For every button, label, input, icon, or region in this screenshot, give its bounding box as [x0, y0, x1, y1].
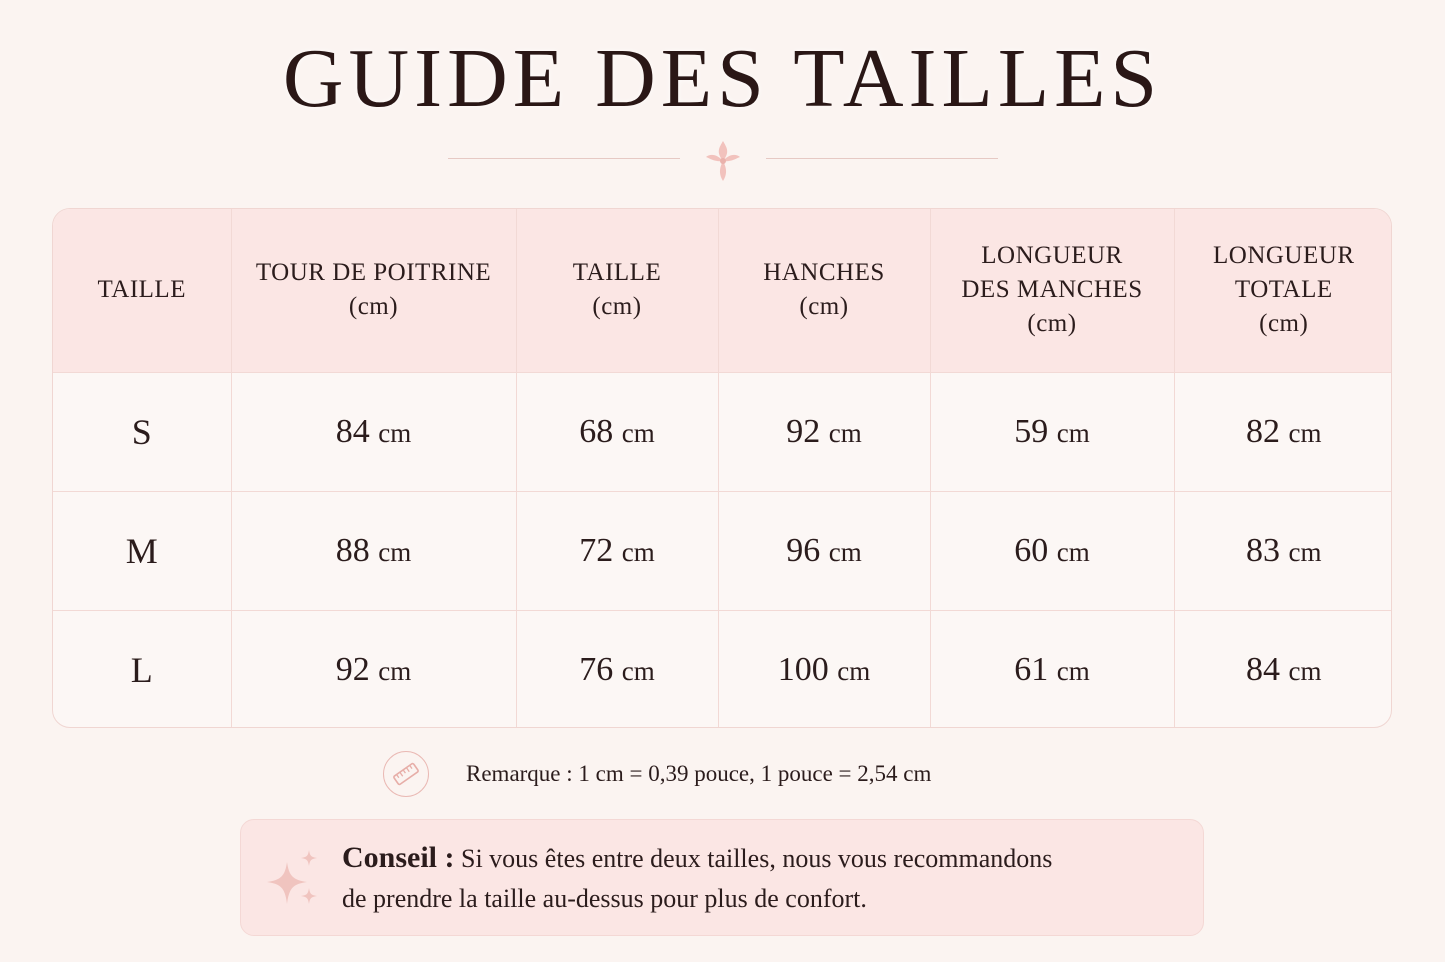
column-header-unit: (cm): [348, 293, 399, 321]
fleur-ornament-icon: [698, 135, 748, 185]
size-cell: L: [53, 610, 231, 728]
column-header-line: DES MANCHES: [961, 276, 1143, 304]
measurement-cell: [231, 491, 516, 610]
measurement-unit: cm: [621, 417, 655, 448]
measurement-value: 76: [579, 650, 614, 688]
column-header-5: [1174, 209, 1392, 372]
measurement-value: 83: [1246, 531, 1280, 569]
ruler-icon: [383, 751, 429, 797]
table-row: [53, 610, 1392, 728]
measurement-unit: cm: [1288, 417, 1322, 448]
measurement-unit: cm: [1288, 655, 1322, 686]
measurement-cell: [1174, 372, 1392, 491]
page-title: GUIDE DES TAILLES: [282, 32, 1163, 125]
column-header-line: TOUR DE POITRINE: [255, 259, 492, 287]
size-cell: S: [53, 372, 231, 491]
measurement-unit: cm: [378, 536, 412, 567]
column-header-line: LONGUEUR: [981, 242, 1123, 270]
column-header-2: [516, 209, 718, 372]
divider-line-right: [766, 158, 998, 159]
measurement-value: 82: [1246, 412, 1280, 450]
conversion-note: [383, 751, 931, 797]
measurement-cell: [718, 610, 930, 728]
measurement-unit: cm: [837, 655, 871, 686]
advice-line-1: Si vous êtes entre deux tailles, nous vous recommandons: [461, 844, 1053, 873]
measurement-unit: cm: [1056, 536, 1090, 567]
column-header-unit: (cm): [1027, 310, 1077, 338]
measurement-cell: [718, 491, 930, 610]
measurement-cell: [1174, 491, 1392, 610]
table-header-row: [53, 209, 1392, 372]
measurement-value: 61: [1014, 650, 1049, 688]
measurement-cell: [930, 491, 1174, 610]
column-header-line: HANCHES: [763, 259, 885, 287]
column-header-line: LONGUEUR: [1213, 242, 1355, 270]
column-header-1: [231, 209, 516, 372]
size-table-container: [52, 208, 1392, 728]
column-header-0: [53, 209, 231, 372]
measurement-unit: cm: [378, 417, 412, 448]
table-row: [53, 372, 1392, 491]
measurement-cell: [930, 610, 1174, 728]
column-header-unit: (cm): [592, 293, 642, 321]
measurement-value: 100: [777, 650, 829, 688]
measurement-value: 96: [786, 531, 821, 569]
measurement-value: 88: [335, 531, 370, 569]
divider-line-left: [448, 158, 680, 159]
measurement-value: 60: [1014, 531, 1049, 569]
measurement-unit: cm: [621, 655, 655, 686]
column-header-unit: (cm): [1259, 310, 1309, 338]
conversion-note-text: Remarque : 1 cm = 0,39 pouce, 1 pouce = 2,54 cm: [466, 761, 932, 786]
measurement-unit: cm: [1056, 417, 1090, 448]
advice-box: [240, 819, 1204, 936]
measurement-cell: [1174, 610, 1392, 728]
measurement-cell: [718, 372, 930, 491]
measurement-unit: cm: [828, 536, 862, 567]
column-header-4: [930, 209, 1174, 372]
column-header-line: TAILLE: [572, 259, 662, 287]
measurement-unit: cm: [1288, 536, 1322, 567]
title-divider: [448, 135, 998, 185]
measurement-value: 92: [786, 412, 821, 450]
measurement-cell: [516, 491, 718, 610]
size-table: [53, 209, 1392, 728]
measurement-cell: [930, 372, 1174, 491]
measurement-value: 72: [579, 531, 614, 569]
measurement-cell: [516, 372, 718, 491]
column-header-3: [718, 209, 930, 372]
column-header-unit: (cm): [799, 293, 849, 321]
measurement-value: 84: [1246, 650, 1280, 688]
measurement-unit: cm: [378, 655, 412, 686]
column-header-line: TAILLE: [97, 276, 186, 304]
table-row: [53, 491, 1392, 610]
measurement-value: 59: [1014, 412, 1049, 450]
measurement-value: 68: [579, 412, 614, 450]
measurement-value: 92: [335, 650, 370, 688]
measurement-cell: [516, 610, 718, 728]
advice-text: [342, 838, 1182, 919]
advice-line-2: de prendre la taille au-dessus pour plus de confort.: [342, 884, 867, 913]
measurement-unit: cm: [621, 536, 655, 567]
sparkle-icon: [263, 848, 323, 912]
column-header-line: TOTALE: [1234, 276, 1333, 304]
measurement-value: 84: [335, 412, 370, 450]
size-cell: M: [53, 491, 231, 610]
measurement-unit: cm: [828, 417, 862, 448]
measurement-unit: cm: [1056, 655, 1090, 686]
measurement-cell: [231, 610, 516, 728]
advice-label: Conseil :: [342, 841, 455, 874]
measurement-cell: [231, 372, 516, 491]
